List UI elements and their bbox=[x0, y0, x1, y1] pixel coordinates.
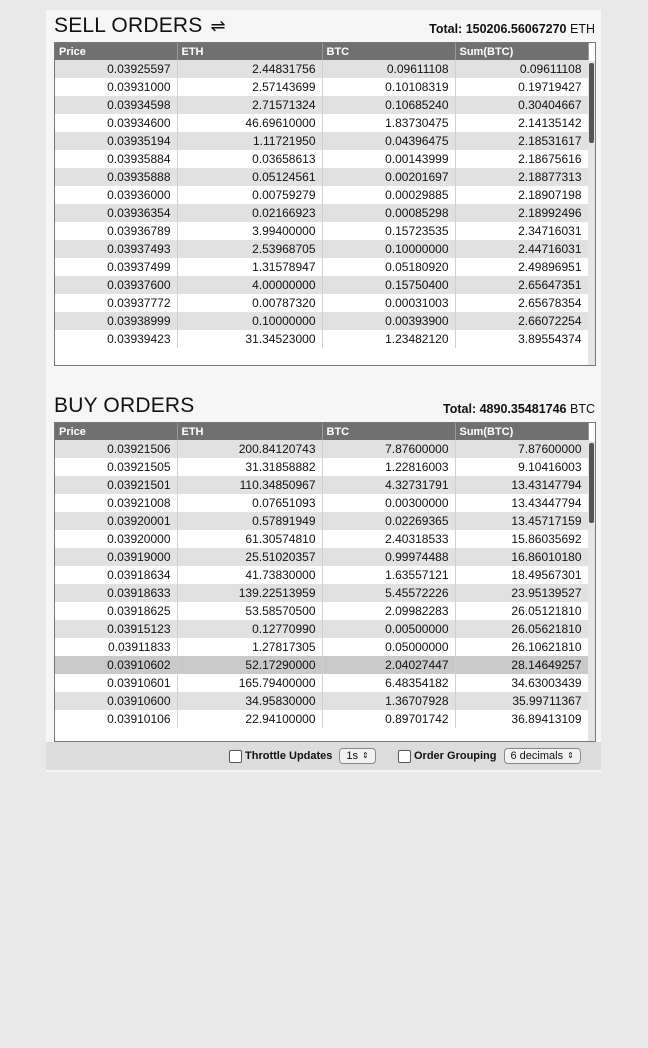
sum-btc-cell: 2.14135142 bbox=[455, 114, 588, 132]
btc-cell: 1.63557121 bbox=[322, 566, 455, 584]
column-header-sum-btc[interactable]: Sum(BTC) bbox=[455, 423, 588, 440]
sell-table-header-row bbox=[55, 43, 588, 60]
sum-btc-cell: 2.65647351 bbox=[455, 276, 588, 294]
order-book-footer bbox=[46, 742, 601, 770]
buy-table-header-row bbox=[55, 423, 588, 440]
sum-btc-cell: 2.18907198 bbox=[455, 186, 588, 204]
sum-btc-cell: 13.45717159 bbox=[455, 512, 588, 530]
btc-cell: 0.05180920 bbox=[322, 258, 455, 276]
btc-cell: 0.00201697 bbox=[322, 168, 455, 186]
throttle-interval-select[interactable] bbox=[339, 748, 375, 764]
price-cell: 0.03918634 bbox=[55, 566, 177, 584]
order-row[interactable] bbox=[55, 96, 588, 114]
eth-cell: 3.99400000 bbox=[177, 222, 322, 240]
btc-cell: 6.48354182 bbox=[322, 674, 455, 692]
throttle-interval-value: 1s bbox=[346, 750, 359, 762]
sell-orders-rows bbox=[55, 60, 588, 348]
sum-btc-cell: 2.49896951 bbox=[455, 258, 588, 276]
eth-cell: 2.71571324 bbox=[177, 96, 322, 114]
btc-cell: 0.99974488 bbox=[322, 548, 455, 566]
buy-orders-section bbox=[46, 390, 601, 726]
sum-btc-cell: 16.86010180 bbox=[455, 548, 588, 566]
eth-cell: 52.17290000 bbox=[177, 656, 322, 674]
eth-cell: 165.79400000 bbox=[177, 674, 322, 692]
eth-cell: 31.34523000 bbox=[177, 330, 322, 348]
sum-btc-cell: 2.65678354 bbox=[455, 294, 588, 312]
order-row[interactable] bbox=[55, 476, 588, 494]
buy-orders-title-text: BUY ORDERS bbox=[54, 394, 195, 417]
order-book-panel bbox=[46, 10, 601, 772]
column-header-btc[interactable]: BTC bbox=[322, 43, 455, 60]
eth-cell: 4.00000000 bbox=[177, 276, 322, 294]
order-row[interactable] bbox=[55, 222, 588, 240]
order-row[interactable] bbox=[55, 530, 588, 548]
sum-btc-cell: 26.05121810 bbox=[455, 602, 588, 620]
order-grouping-checkbox[interactable] bbox=[398, 750, 411, 763]
btc-cell: 0.15750400 bbox=[322, 276, 455, 294]
sum-btc-cell: 0.09611108 bbox=[455, 60, 588, 78]
order-row[interactable] bbox=[55, 114, 588, 132]
price-cell: 0.03910600 bbox=[55, 692, 177, 710]
order-grouping-control bbox=[398, 748, 581, 764]
price-cell: 0.03911833 bbox=[55, 638, 177, 656]
order-row[interactable] bbox=[55, 566, 588, 584]
btc-cell: 0.05000000 bbox=[322, 638, 455, 656]
buy-orders-table bbox=[55, 423, 589, 728]
eth-cell: 1.27817305 bbox=[177, 638, 322, 656]
eth-cell: 46.69610000 bbox=[177, 114, 322, 132]
btc-cell: 2.40318533 bbox=[322, 530, 455, 548]
buy-orders-title bbox=[54, 394, 194, 418]
price-cell: 0.03937600 bbox=[55, 276, 177, 294]
price-cell: 0.03936354 bbox=[55, 204, 177, 222]
order-row[interactable] bbox=[55, 638, 588, 656]
order-grouping-select[interactable] bbox=[504, 748, 581, 764]
eth-cell: 0.03658613 bbox=[177, 150, 322, 168]
btc-cell: 0.15723535 bbox=[322, 222, 455, 240]
eth-cell: 0.05124561 bbox=[177, 168, 322, 186]
price-cell: 0.03921505 bbox=[55, 458, 177, 476]
price-cell: 0.03937499 bbox=[55, 258, 177, 276]
column-header-price[interactable]: Price bbox=[55, 43, 177, 60]
price-cell: 0.03918633 bbox=[55, 584, 177, 602]
order-row[interactable] bbox=[55, 150, 588, 168]
price-cell: 0.03921501 bbox=[55, 476, 177, 494]
btc-cell: 0.00085298 bbox=[322, 204, 455, 222]
eth-cell: 1.31578947 bbox=[177, 258, 322, 276]
btc-cell: 7.87600000 bbox=[322, 440, 455, 458]
btc-cell: 0.02269365 bbox=[322, 512, 455, 530]
sum-btc-cell: 13.43147794 bbox=[455, 476, 588, 494]
eth-cell: 31.31858882 bbox=[177, 458, 322, 476]
throttle-updates-checkbox[interactable] bbox=[229, 750, 242, 763]
sell-total bbox=[429, 22, 595, 36]
order-row[interactable] bbox=[55, 276, 588, 294]
order-row[interactable] bbox=[55, 440, 588, 458]
eth-cell: 25.51020357 bbox=[177, 548, 322, 566]
eth-cell: 0.00759279 bbox=[177, 186, 322, 204]
btc-cell: 0.00393900 bbox=[322, 312, 455, 330]
column-header-eth[interactable]: ETH bbox=[177, 423, 322, 440]
order-row[interactable] bbox=[55, 656, 588, 674]
order-row[interactable] bbox=[55, 132, 588, 150]
price-cell: 0.03921506 bbox=[55, 440, 177, 458]
sum-btc-cell: 34.63003439 bbox=[455, 674, 588, 692]
sum-btc-cell: 2.18992496 bbox=[455, 204, 588, 222]
order-row[interactable] bbox=[55, 584, 588, 602]
order-row[interactable] bbox=[55, 512, 588, 530]
column-header-price[interactable]: Price bbox=[55, 423, 177, 440]
order-row[interactable] bbox=[55, 330, 588, 348]
btc-cell: 0.00500000 bbox=[322, 620, 455, 638]
price-cell: 0.03935194 bbox=[55, 132, 177, 150]
btc-cell: 2.09982283 bbox=[322, 602, 455, 620]
price-cell: 0.03910602 bbox=[55, 656, 177, 674]
sell-orders-title bbox=[54, 14, 226, 38]
sum-btc-cell: 2.18877313 bbox=[455, 168, 588, 186]
order-row[interactable] bbox=[55, 240, 588, 258]
sum-btc-cell: 26.05621810 bbox=[455, 620, 588, 638]
sell-orders-title-text: SELL ORDERS bbox=[54, 14, 203, 37]
buy-total-value: 4890.35481746 bbox=[479, 402, 567, 416]
sell-total-unit: ETH bbox=[570, 22, 595, 36]
sum-btc-cell: 2.34716031 bbox=[455, 222, 588, 240]
sell-total-value: 150206.56067270 bbox=[465, 22, 567, 36]
eth-cell: 53.58570500 bbox=[177, 602, 322, 620]
sum-btc-cell: 28.14649257 bbox=[455, 656, 588, 674]
sum-btc-cell: 26.10621810 bbox=[455, 638, 588, 656]
eth-cell: 0.57891949 bbox=[177, 512, 322, 530]
eth-cell: 0.10000000 bbox=[177, 312, 322, 330]
throttle-updates-control bbox=[229, 748, 376, 764]
column-header-eth[interactable]: ETH bbox=[177, 43, 322, 60]
sum-btc-cell: 36.89413109 bbox=[455, 710, 588, 728]
order-row[interactable] bbox=[55, 168, 588, 186]
sum-btc-cell: 23.95139527 bbox=[455, 584, 588, 602]
order-row[interactable] bbox=[55, 692, 588, 710]
price-cell: 0.03935888 bbox=[55, 168, 177, 186]
sum-btc-cell: 2.44716031 bbox=[455, 240, 588, 258]
btc-cell: 1.22816003 bbox=[322, 458, 455, 476]
btc-cell: 1.36707928 bbox=[322, 692, 455, 710]
btc-cell: 0.00300000 bbox=[322, 494, 455, 512]
sum-btc-cell: 2.18675616 bbox=[455, 150, 588, 168]
price-cell: 0.03931000 bbox=[55, 78, 177, 96]
eth-cell: 41.73830000 bbox=[177, 566, 322, 584]
price-cell: 0.03910601 bbox=[55, 674, 177, 692]
sell-orders-header bbox=[46, 10, 601, 42]
order-row[interactable] bbox=[55, 60, 588, 78]
price-cell: 0.03919000 bbox=[55, 548, 177, 566]
sum-btc-cell: 35.99711367 bbox=[455, 692, 588, 710]
buy-orders-rows bbox=[55, 440, 588, 728]
eth-cell: 22.94100000 bbox=[177, 710, 322, 728]
sum-btc-cell: 0.19719427 bbox=[455, 78, 588, 96]
btc-cell: 2.04027447 bbox=[322, 656, 455, 674]
buy-total bbox=[443, 402, 595, 416]
swap-icon[interactable]: ⇌ bbox=[210, 16, 226, 36]
order-row[interactable] bbox=[55, 312, 588, 330]
price-cell: 0.03925597 bbox=[55, 60, 177, 78]
sell-orders-table-container[interactable] bbox=[54, 42, 596, 366]
price-cell: 0.03936789 bbox=[55, 222, 177, 240]
buy-total-unit: BTC bbox=[570, 402, 595, 416]
price-cell: 0.03920001 bbox=[55, 512, 177, 530]
order-row[interactable] bbox=[55, 548, 588, 566]
buy-orders-header bbox=[46, 390, 601, 422]
order-row[interactable] bbox=[55, 258, 588, 276]
buy-orders-table-container[interactable] bbox=[54, 422, 596, 742]
order-grouping-label: Order Grouping bbox=[414, 750, 497, 762]
sell-scrollbar[interactable] bbox=[588, 61, 595, 365]
price-cell: 0.03938999 bbox=[55, 312, 177, 330]
btc-cell: 0.89701742 bbox=[322, 710, 455, 728]
order-grouping-value: 6 decimals bbox=[510, 750, 564, 762]
order-row[interactable] bbox=[55, 710, 588, 728]
order-row[interactable] bbox=[55, 204, 588, 222]
btc-cell: 0.04396475 bbox=[322, 132, 455, 150]
eth-cell: 2.53968705 bbox=[177, 240, 322, 258]
sum-btc-cell: 0.30404667 bbox=[455, 96, 588, 114]
price-cell: 0.03939423 bbox=[55, 330, 177, 348]
select-arrows-icon: ⇕ bbox=[362, 751, 369, 760]
price-cell: 0.03920000 bbox=[55, 530, 177, 548]
btc-cell: 0.10000000 bbox=[322, 240, 455, 258]
eth-cell: 0.00787320 bbox=[177, 294, 322, 312]
order-row[interactable] bbox=[55, 620, 588, 638]
btc-cell: 0.00031003 bbox=[322, 294, 455, 312]
price-cell: 0.03915123 bbox=[55, 620, 177, 638]
btc-cell: 5.45572226 bbox=[322, 584, 455, 602]
sum-btc-cell: 9.10416003 bbox=[455, 458, 588, 476]
column-header-sum-btc[interactable]: Sum(BTC) bbox=[455, 43, 588, 60]
sum-btc-cell: 13.43447794 bbox=[455, 494, 588, 512]
sum-btc-cell: 18.49567301 bbox=[455, 566, 588, 584]
buy-scrollbar[interactable] bbox=[588, 441, 595, 741]
sell-orders-table bbox=[55, 43, 589, 348]
price-cell: 0.03918625 bbox=[55, 602, 177, 620]
sell-total-label: Total: bbox=[429, 22, 463, 36]
btc-cell: 0.09611108 bbox=[322, 60, 455, 78]
sum-btc-cell: 2.66072254 bbox=[455, 312, 588, 330]
order-row[interactable] bbox=[55, 674, 588, 692]
eth-cell: 0.12770990 bbox=[177, 620, 322, 638]
eth-cell: 0.07651093 bbox=[177, 494, 322, 512]
eth-cell: 110.34850967 bbox=[177, 476, 322, 494]
price-cell: 0.03936000 bbox=[55, 186, 177, 204]
eth-cell: 2.44831756 bbox=[177, 60, 322, 78]
price-cell: 0.03937493 bbox=[55, 240, 177, 258]
sum-btc-cell: 2.18531617 bbox=[455, 132, 588, 150]
order-row[interactable] bbox=[55, 78, 588, 96]
btc-cell: 0.10108319 bbox=[322, 78, 455, 96]
order-row[interactable] bbox=[55, 494, 588, 512]
sell-scrollbar-thumb[interactable] bbox=[589, 63, 594, 143]
btc-cell: 0.10685240 bbox=[322, 96, 455, 114]
buy-total-label: Total: bbox=[443, 402, 477, 416]
btc-cell: 1.83730475 bbox=[322, 114, 455, 132]
eth-cell: 34.95830000 bbox=[177, 692, 322, 710]
order-row[interactable] bbox=[55, 458, 588, 476]
btc-cell: 4.32731791 bbox=[322, 476, 455, 494]
eth-cell: 1.11721950 bbox=[177, 132, 322, 150]
order-row[interactable] bbox=[55, 186, 588, 204]
btc-cell: 1.23482120 bbox=[322, 330, 455, 348]
eth-cell: 139.22513959 bbox=[177, 584, 322, 602]
sum-btc-cell: 3.89554374 bbox=[455, 330, 588, 348]
order-row[interactable] bbox=[55, 602, 588, 620]
price-cell: 0.03934598 bbox=[55, 96, 177, 114]
price-cell: 0.03910106 bbox=[55, 710, 177, 728]
price-cell: 0.03934600 bbox=[55, 114, 177, 132]
price-cell: 0.03937772 bbox=[55, 294, 177, 312]
eth-cell: 200.84120743 bbox=[177, 440, 322, 458]
sum-btc-cell: 15.86035692 bbox=[455, 530, 588, 548]
select-arrows-icon: ⇕ bbox=[567, 751, 574, 760]
buy-scrollbar-thumb[interactable] bbox=[589, 443, 594, 523]
price-cell: 0.03935884 bbox=[55, 150, 177, 168]
order-row[interactable] bbox=[55, 294, 588, 312]
sum-btc-cell: 7.87600000 bbox=[455, 440, 588, 458]
eth-cell: 0.02166923 bbox=[177, 204, 322, 222]
eth-cell: 2.57143699 bbox=[177, 78, 322, 96]
eth-cell: 61.30574810 bbox=[177, 530, 322, 548]
sell-orders-section bbox=[46, 10, 601, 346]
btc-cell: 0.00029885 bbox=[322, 186, 455, 204]
price-cell: 0.03921008 bbox=[55, 494, 177, 512]
column-header-btc[interactable]: BTC bbox=[322, 423, 455, 440]
throttle-updates-label: Throttle Updates bbox=[245, 750, 333, 762]
btc-cell: 0.00143999 bbox=[322, 150, 455, 168]
